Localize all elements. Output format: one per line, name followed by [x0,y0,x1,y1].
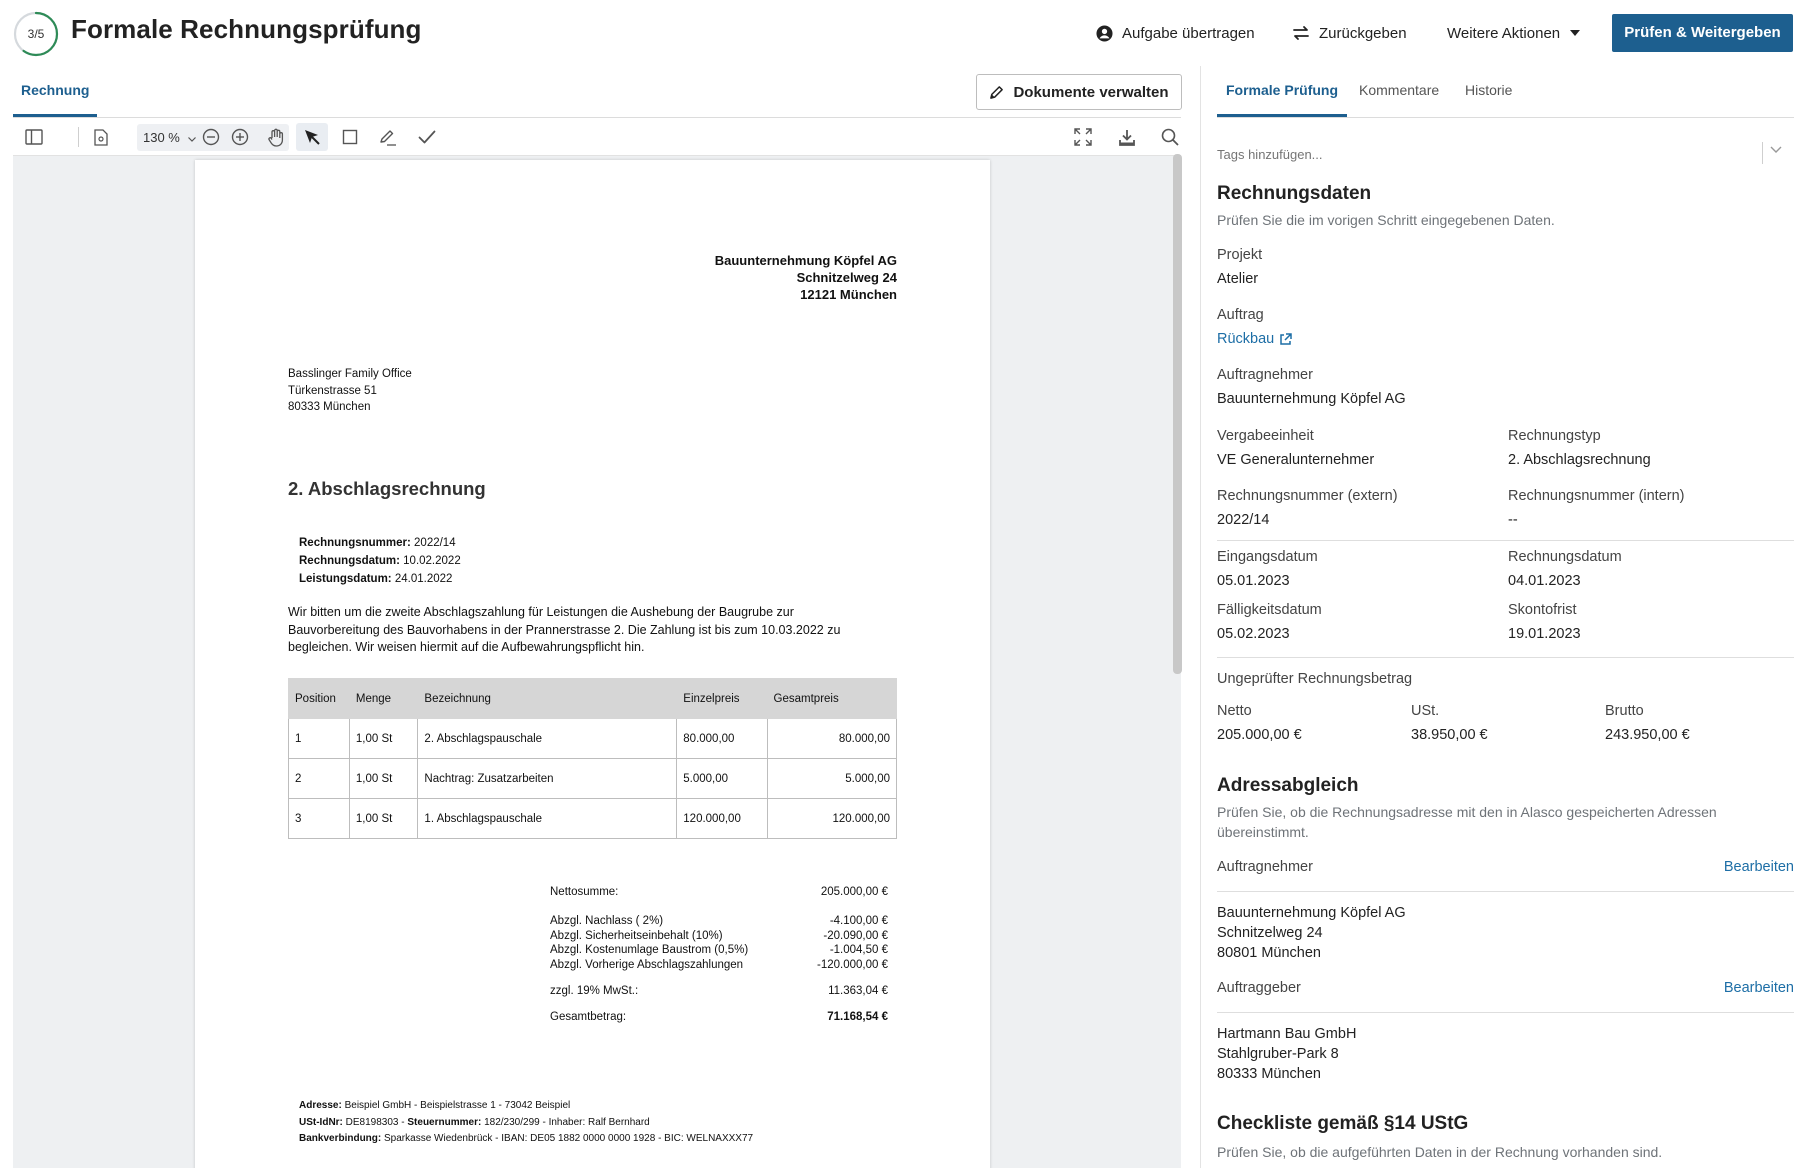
column-header: Gesamtpreis [767,679,896,719]
sum-value: 205.000,00 € [820,886,888,898]
zoom-level-value: 130 % [143,130,180,145]
section-divider [1217,1012,1794,1013]
download-icon[interactable] [1113,123,1141,151]
footer-value: Beispiel GmbH - Beispielstrasse 1 - 73042 Beispiel [341,1100,571,1111]
address-line: Hartmann Bau GmbH [1217,1026,1357,1042]
invoice-body-text: Wir bitten um die zweite Abschlagszahlung für Leistungen die Aushebung der Baugrube zur Bauvorbereitung des Bauvorhabens in der Prannerstrasse 2. Die Zahlung ist bis zum 10.03.2022 zu begleichen. Wir weisen hiermit auf die Aufbewahrungspflicht hin. [288,605,841,654]
pdf-toolbar [13,118,1181,156]
sum-label: zzgl. 19% MwSt.: [550,985,639,997]
transfer-task-button[interactable] [1096,20,1255,46]
meta-line [299,534,461,552]
section-divider [1217,540,1794,541]
sum-label: Abzgl. Vorherige Abschlagszahlungen [550,958,744,971]
user-circle-icon [1096,25,1113,42]
client-address [1217,1024,1356,1084]
table-cell: 5.000,00 [767,759,896,799]
more-actions-dropdown[interactable] [1447,20,1580,46]
section-subtitle: Prüfen Sie, ob die aufgeführten Daten in der Rechnung vorhanden sind. [1217,1144,1663,1160]
table-cell: 80.000,00 [677,719,767,759]
footer-value: 182/230/299 - Inhaber: Ralf Bernhard [481,1116,650,1128]
external-link-icon [1279,333,1292,346]
app-header [0,0,1802,66]
address-line: Bauunternehmung Köpfel AG [1217,905,1406,921]
footer-value: DE8198303 - [342,1116,408,1128]
meta-label: Rechnungsnummer: [299,537,411,549]
return-arrows-icon [1292,25,1310,41]
manage-documents-label: Dokumente verwalten [1013,83,1169,101]
document-info-icon[interactable] [87,123,115,151]
field-value-invoice-date: 04.01.2023 [1508,573,1581,589]
table-cell: 120.000,00 [767,799,896,839]
sum-row-previous-payments [550,959,896,976]
footer-value: Sparkasse Wiedenbrück - IBAN: DE05 1882 0000 0000 1928 - BIC: WELNAXXX77 [381,1133,754,1144]
invoice-footer [299,1098,753,1148]
address-line: 80333 München [1217,1066,1321,1082]
field-label-net: Netto [1217,703,1252,719]
table-cell: 80.000,00 [767,719,896,759]
chevron-down-icon[interactable] [1770,146,1782,153]
field-label-discount-period: Skontofrist [1508,602,1577,618]
column-header: Bezeichnung [418,679,677,719]
return-button[interactable] [1292,20,1407,46]
field-value-net: 205.000,00 € [1217,727,1302,743]
transfer-task-label: Aufgabe übertragen [1122,24,1255,42]
sum-label: Abzgl. Kostenumlage Baustrom (0,5%) [550,944,749,956]
sum-value: 71.168,54 € [827,1011,888,1023]
field-label-order: Auftrag [1217,307,1264,323]
meta-label: Rechnungsdatum: [299,555,400,567]
return-label: Zurückgeben [1319,24,1407,42]
field-value-due-date: 05.02.2023 [1217,626,1290,642]
address-line: Stahlgruber-Park 8 [1217,1046,1339,1062]
step-progress-indicator [13,11,59,57]
footer-label: Steuernummer: [407,1116,482,1128]
footer-label: Bankverbindung: [299,1133,382,1144]
sender-line: Bauunternehmung Köpfel AG [714,253,897,268]
table-cell: 3 [289,799,350,839]
field-label-invoice-type: Rechnungstyp [1508,428,1601,444]
caret-down-icon [1570,30,1580,36]
page-title: Formale Rechnungsprüfung [71,14,422,44]
select-pointer-icon[interactable] [296,123,328,151]
field-label-vat: USt. [1411,703,1440,719]
table-cell: 5.000,00 [677,759,767,799]
tags-separator [1762,142,1763,164]
address-label-client: Auftraggeber [1217,980,1301,996]
sum-row-total [550,1011,896,1028]
tab-comments[interactable]: Kommentare [1359,82,1440,98]
sidebar-toggle-icon[interactable] [20,123,48,151]
field-label-unchecked-amount: Ungeprüfter Rechnungsbetrag [1217,671,1413,687]
footer-line [299,1098,753,1115]
table-cell: 1,00 St [349,799,418,839]
tab-history[interactable]: Historie [1465,82,1513,98]
table-row [289,719,897,759]
contractor-address [1217,903,1406,963]
sum-value: -120.000,00 € [817,958,888,971]
table-cell: 1,00 St [349,759,418,799]
meta-line [299,570,461,588]
manage-documents-button[interactable] [976,74,1182,110]
zoom-out-icon[interactable] [197,123,225,151]
tab-formal-check[interactable]: Formale Prüfung [1226,82,1339,98]
address-line: 80801 München [1217,945,1321,961]
address-line: Schnitzelweg 24 [1217,925,1323,941]
field-value-award-unit: VE Generalunternehmer [1217,452,1375,468]
edit-client-address-link[interactable]: Bearbeiten [1723,980,1794,996]
sum-label: Nettosumme: [550,886,619,898]
meta-value: 24.01.2022 [394,573,453,585]
zoom-in-icon[interactable] [226,123,254,151]
order-link-label: Rückbau [1217,331,1275,347]
section-divider [1217,657,1794,658]
table-cell: 120.000,00 [677,799,767,839]
table-cell: Nachtrag: Zusatzarbeiten [418,759,677,799]
column-header: Menge [349,679,418,719]
field-value-contractor: Bauunternehmung Köpfel AG [1217,391,1406,407]
sum-row-netto [550,886,896,903]
section-divider [1217,891,1794,892]
section-title-invoice-data: Rechnungsdaten [1217,183,1372,204]
section-title-checklist: Checkliste gemäß §14 UStG [1217,1113,1469,1134]
invoice-recipient [288,366,412,416]
sum-label: Gesamtbetrag: [550,1011,627,1023]
field-label-project: Projekt [1217,247,1263,263]
column-header: Position [289,679,350,719]
invoice-meta [299,534,461,588]
section-subtitle: Prüfen Sie, ob die Rechnungsadresse mit den in Alasco gespeicherten Adressen übereinstimmt. [1217,804,1717,840]
search-icon[interactable] [1156,123,1184,151]
viewer-scrollbar[interactable] [1173,154,1182,674]
footer-line [299,1115,753,1132]
fullscreen-icon[interactable] [1069,123,1097,151]
section-subtitle: Prüfen Sie die im vorigen Schritt eingegebenen Daten. [1217,212,1555,228]
tab-invoice[interactable]: Rechnung [21,82,90,98]
field-value-vat: 38.950,00 € [1411,727,1488,743]
address-label-contractor: Auftragnehmer [1217,859,1313,875]
sum-value: -4.100,00 € [829,915,888,927]
sum-value: -1.004,50 € [829,944,888,956]
table-cell: 2 [289,759,350,799]
tags-input[interactable] [1217,142,1737,166]
invoice-title: 2. Abschlagsrechnung [288,478,486,499]
sum-label: Abzgl. Sicherheitseinbehalt (10%) [550,929,723,942]
field-value-discount-period: 19.01.2023 [1508,626,1581,642]
zoom-level-select[interactable] [143,124,196,151]
table-cell: 1 [289,719,350,759]
meta-value: 10.02.2022 [403,555,461,567]
edit-contractor-address-link[interactable]: Bearbeiten [1723,859,1794,875]
meta-value: 2022/14 [414,537,456,549]
invoice-sender [715,252,897,303]
field-value-receipt-date: 05.01.2023 [1217,573,1290,589]
table-header-row [289,679,897,719]
recipient-line: Türkenstrasse 51 [288,384,377,397]
tabs-divider [1217,117,1794,118]
field-label-award-unit: Vergabeeinheit [1217,428,1314,444]
sender-line: Schnitzelweg 24 [796,270,897,285]
pdf-viewer[interactable] [13,156,1181,1168]
field-label-ext-number: Rechnungsnummer (extern) [1217,488,1398,504]
pdf-page [195,160,990,1168]
field-value-project: Atelier [1217,271,1259,287]
table-row [289,759,897,799]
table-cell: 1. Abschlagspauschale [418,799,677,839]
recipient-line: 80333 München [288,401,371,413]
step-counter: 3/5 [27,27,45,41]
checkmark-icon[interactable] [413,123,441,151]
footer-label: USt-IdNr: [299,1116,343,1128]
check-and-forward-button[interactable]: Prüfen & Weitergeben [1612,14,1793,52]
pencil-icon [989,85,1004,100]
field-label-contractor: Auftragnehmer [1217,367,1313,383]
field-label-int-number: Rechnungsnummer (intern) [1508,488,1685,504]
sum-row-vat [550,985,896,1002]
field-label-due-date: Fälligkeitsdatum [1217,602,1322,618]
more-actions-label: Weitere Aktionen [1447,24,1561,42]
order-link[interactable] [1217,331,1292,347]
section-title-address-check: Adressabgleich [1217,775,1359,796]
field-label-receipt-date: Eingangsdatum [1217,549,1318,565]
table-cell: 1,00 St [349,719,418,759]
field-label-invoice-date: Rechnungsdatum [1508,549,1622,565]
rectangle-icon[interactable] [336,123,364,151]
column-header: Einzelpreis [677,679,767,719]
sum-value: 11.363,04 € [828,985,888,997]
sender-line: 12121 München [800,287,897,302]
toolbar-separator [78,127,79,147]
footer-line [299,1131,753,1148]
panel-divider [1200,66,1201,1168]
recipient-line: Basslinger Family Office [288,368,412,380]
table-row [289,799,897,839]
meta-line [299,552,461,570]
field-value-ext-number: 2022/14 [1217,512,1270,528]
chevron-down-icon [188,137,196,142]
field-value-int-number: -- [1508,512,1518,528]
sum-value: -20.090,00 € [823,929,888,942]
sum-label: Abzgl. Nachlass ( 2%) [550,915,664,927]
pen-icon[interactable] [374,123,402,151]
field-label-gross: Brutto [1605,703,1644,719]
invoice-line-items-table [288,678,897,839]
field-value-invoice-type: 2. Abschlagsrechnung [1508,452,1651,468]
field-value-gross: 243.950,00 € [1605,727,1690,743]
pan-hand-icon[interactable] [262,123,290,151]
meta-label: Leistungsdatum: [299,573,392,585]
footer-label: Adresse: [299,1100,342,1111]
table-cell: 2. Abschlagspauschale [418,719,677,759]
